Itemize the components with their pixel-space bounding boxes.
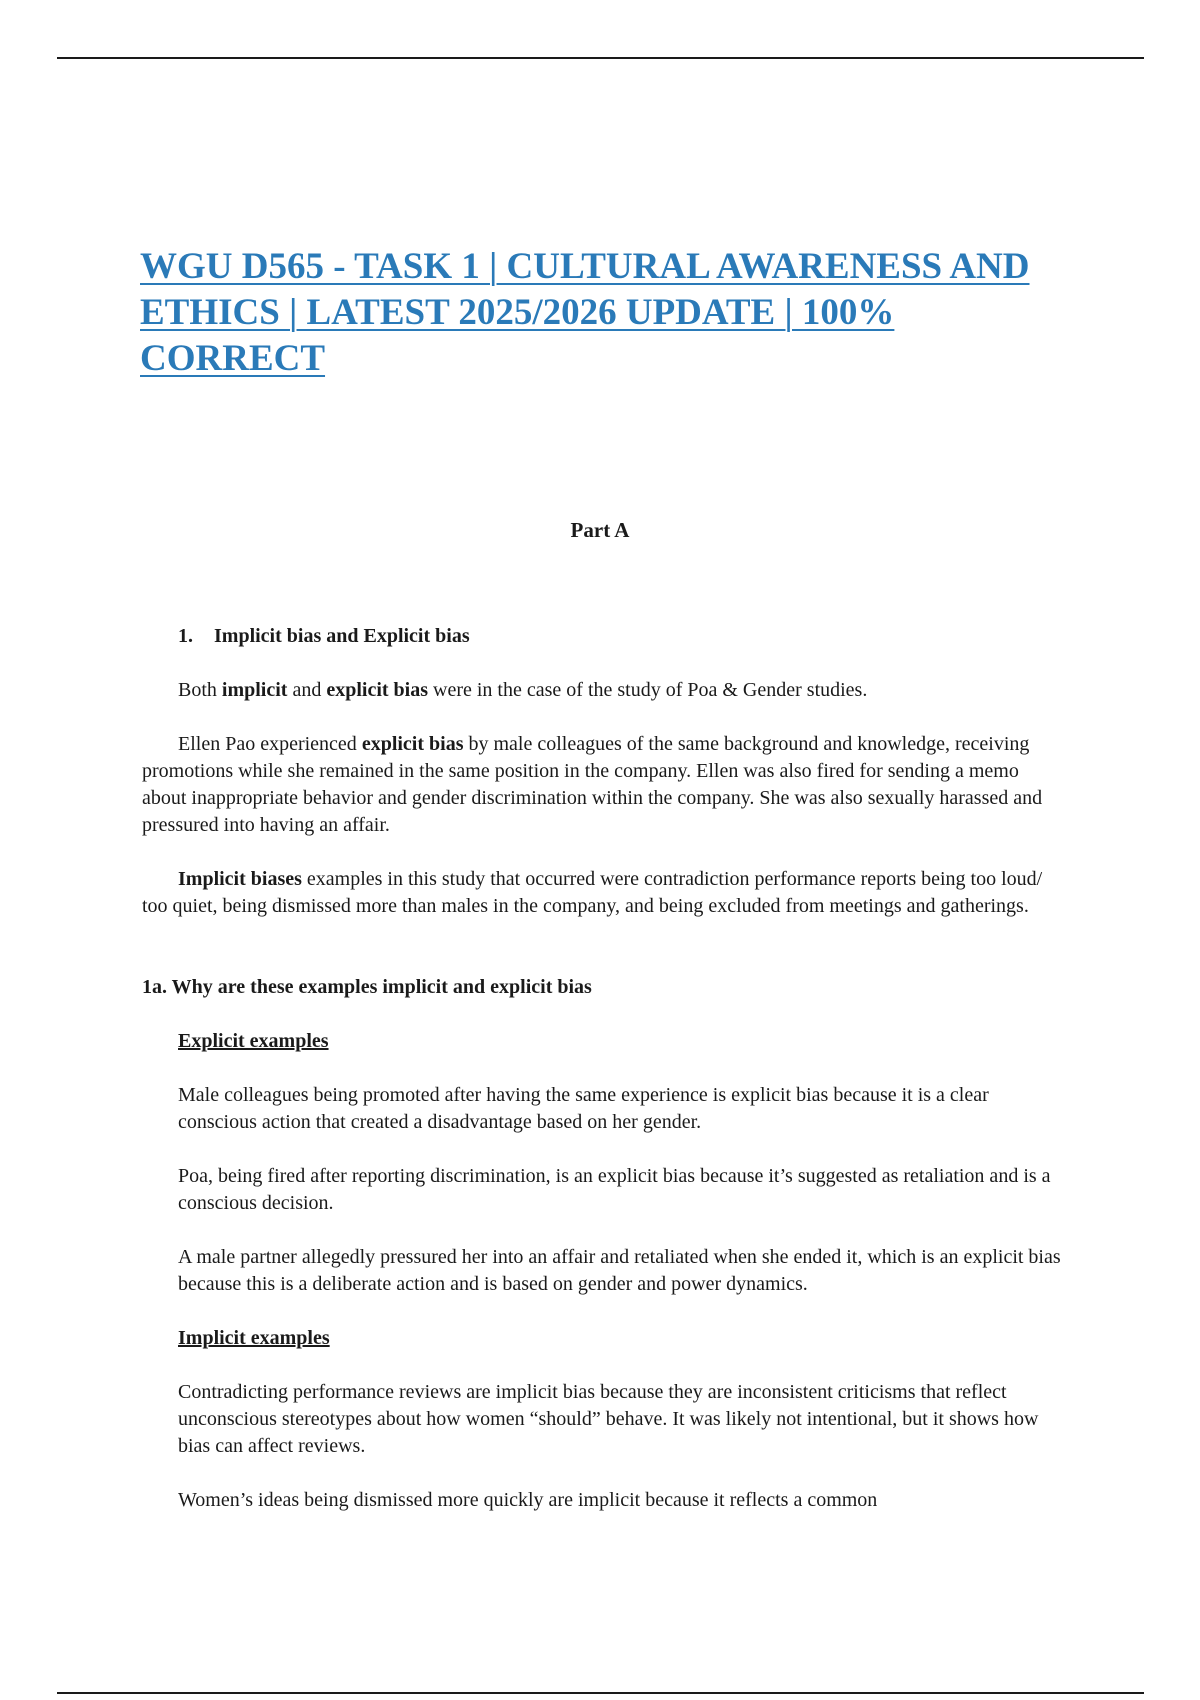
document-body (142, 623, 1062, 1514)
section-1-paragraph-2 (142, 731, 1062, 839)
explicit-paragraph-1: Male colleagues being promoted after having the same experience is explicit bias because it is a clear conscious action that created a disadvantage based on her gender. (178, 1084, 989, 1133)
bold-term: implicit (221, 679, 288, 701)
section-1a-heading: 1a. Why are these examples implicit and explicit bias (142, 976, 592, 998)
text-run: Ellen Pao experienced (178, 733, 362, 755)
bold-term: explicit bias (326, 679, 429, 701)
implicit-paragraph-1: Contradicting performance reviews are implicit bias because they are inconsistent criticisms that reflect unconscious stereotypes about how women “should” behave. It was likely not intentional, but it shows how bias can affect reviews. (178, 1381, 1039, 1457)
header-rule (57, 57, 1144, 59)
bold-term: Implicit biases (178, 868, 302, 890)
text-run: Both (178, 679, 222, 701)
implicit-paragraph-2: Women’s ideas being dismissed more quickly are implicit because it reflects a common (178, 1489, 878, 1511)
section-1-paragraph-1 (142, 677, 1062, 704)
part-heading: Part A (570, 518, 630, 542)
text-run: by male colleagues of the same background and knowledge, receiving promotions while she remained in the same position in the company. Ellen was also fired for sending a memo about inappropriate behavior and gender discrimination within the company. She was also sexually harassed and pressured into having an affair. (142, 733, 1043, 836)
explicit-paragraph-2: Poa, being fired after reporting discrimination, is an explicit bias because it’s suggested as retaliation and is a conscious decision. (178, 1165, 1051, 1214)
section-1-heading-text: Implicit bias and Explicit bias (214, 625, 470, 647)
implicit-examples-heading: Implicit examples (178, 1327, 330, 1349)
section-1-paragraph-3 (142, 866, 1062, 920)
document-title-link[interactable]: WGU D565 - TASK 1 | CULTURAL AWARENESS AND ETHICS | LATEST 2025/2026 UPDATE | 100% CORRECT (140, 246, 1030, 379)
explicit-paragraph-3: A male partner allegedly pressured her into an affair and retaliated when she ended it, which is an explicit bias because this is a deliberate action and is based on gender and power dynamics. (178, 1246, 1061, 1295)
text-run: and (287, 679, 327, 701)
document-title[interactable] (140, 244, 1080, 382)
section-1-number: 1. (178, 625, 193, 647)
text-run: were in the case of the study of Poa & Gender studies. (428, 679, 868, 701)
explicit-examples-heading: Explicit examples (178, 1030, 329, 1052)
footer-rule (57, 1692, 1144, 1694)
text-run: examples in this study that occurred were contradiction performance reports being too loud/ too quiet, being dismissed more than males in the company, and being excluded from meetings and gatherings. (142, 868, 1043, 917)
section-1-heading (142, 623, 1062, 650)
bold-term: explicit bias (361, 733, 464, 755)
